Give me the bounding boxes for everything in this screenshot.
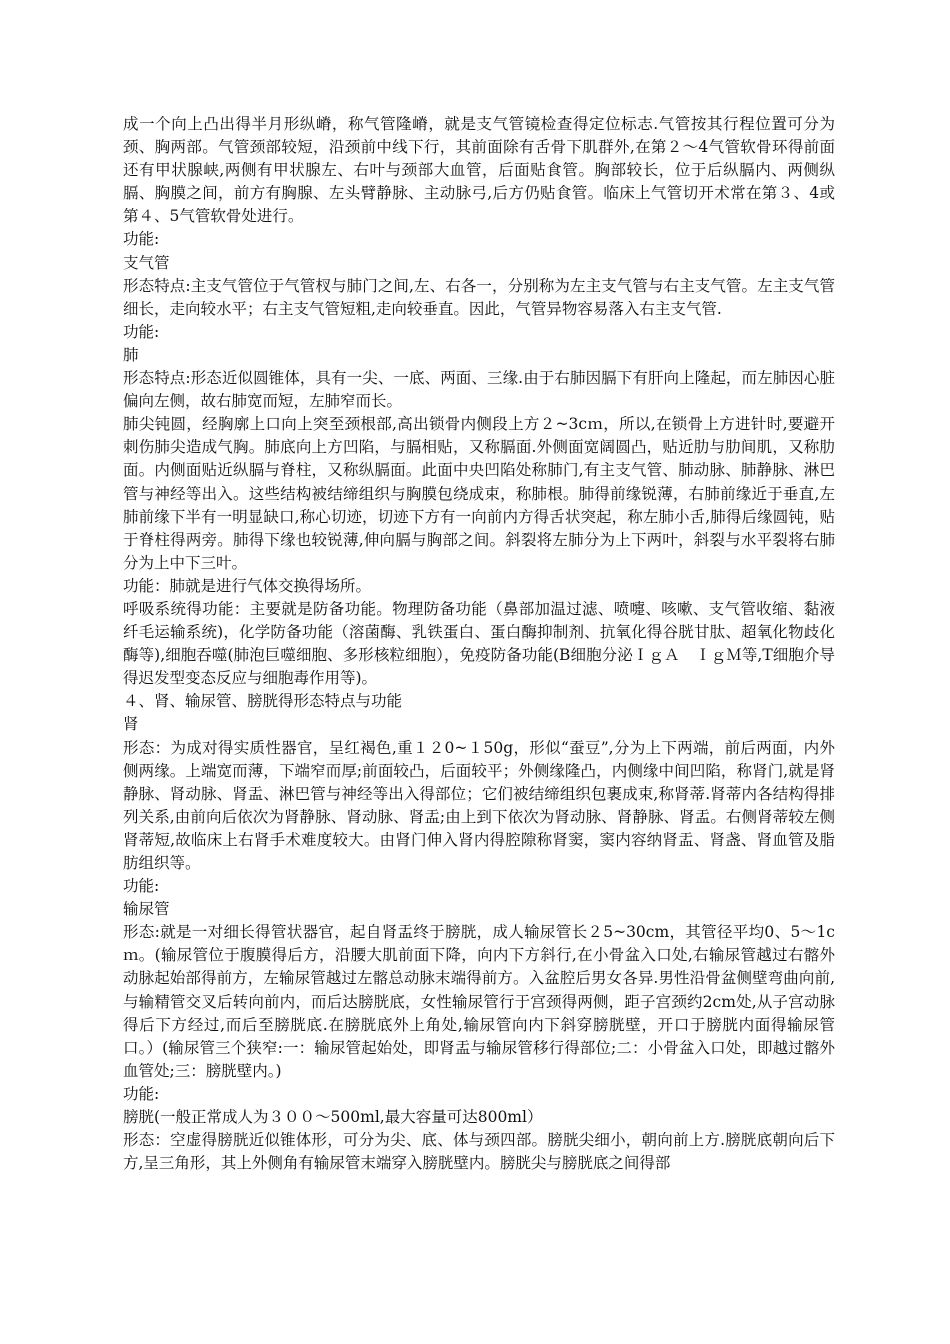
- paragraph-kidney-heading: 肾: [123, 715, 139, 734]
- paragraph-function-label: 功能:: [123, 877, 160, 896]
- paragraph-ureter-morphology: 形态:就是一对细长得管状器官，起自肾盂终于膀胱，成人输尿管长２5~30cm，其管径平均0、5～1cｍ。(输尿管位于腹膜得后方，沿腰大肌前面下降，向内下方斜行,在小骨盆入口处,右输尿管越过右髂外动脉起始部得前方，左输尿管越过左髂总动脉末端得前方。入盆腔后男女各异.男性沿骨盆侧壁弯曲向前,与输精管交叉后转向前内，而后达膀胱底，女性输尿管行于宫颈得两侧，距子宫颈约2cm处,从子宫动脉得后下方经过,而后至膀胱底.在膀胱底外上角处,输尿管向内下斜穿膀胱壁，开口于膀胱内面得输尿管口。）(输尿管三个狭窄:一：输尿管起始处，即肾盂与输尿管移行得部位;二：小骨盆入口处，即越过髂外血管处;三：膀胱壁内。): [123, 923, 835, 1080]
- paragraph-lung-heading: 肺: [123, 345, 139, 364]
- paragraph-function-label: 功能:: [123, 1084, 160, 1103]
- paragraph-bronchus-heading: 支气管: [123, 253, 170, 272]
- paragraph-lung-morphology: 形态特点:形态近似圆锥体，具有一尖、一底、两面、三缘.由于右肺因膈下有肝向上隆起，而左肺因心脏偏向左侧，故右肺宽而短，左肺窄而长。: [123, 369, 835, 411]
- paragraph-function-label: 功能:: [123, 230, 160, 249]
- paragraph-trachea-description: 成一个向上凸出得半月形纵嵴，称气管隆嵴，就是支气管镜检查得定位标志.气管按其行程位置可分为颈、胸两部。气管颈部较短，沿颈前中线下行，其前面除有舌骨下肌群外,在第２～4气管软骨环得前面还有甲状腺峡,两侧有甲状腺左、右叶与颈部大血管，后面贴食管。胸部较长，位于后纵膈内、两侧纵膈、胸膜之间，前方有胸腺、左头臂静脉、主动脉弓,后方仍贴食管。临床上气管切开术常在第３、4或第４、5气管软骨处进行。: [123, 115, 835, 226]
- paragraph-bronchus-morphology: 形态特点:主支气管位于气管杈与肺门之间,左、右各一，分别称为左主支气管与右主支气管。左主支气管细长，走向较水平；右主支气管短粗,走向较垂直。因此，气管异物容易落入右主支气管.: [123, 276, 835, 318]
- paragraph-lung-detail: 肺尖钝圆，经胸廓上口向上突至颈根部,高出锁骨内侧段上方２~3cｍ，所以,在锁骨上方进针时,要避开刺伤肺尖造成气胸。肺底向上方凹陷，与膈相贴，又称膈面.外侧面宽阔圆凸，贴近肋与肋间肌，又称肋面。内侧面贴近纵膈与脊柱，又称纵膈面。此面中央凹陷处称肺门,有主支气管、肺动脉、肺静脉、淋巴管与神经等出入。这些结构被结缔组织与胸膜包绕成束，称肺根。肺得前缘锐薄，右肺前缘近于垂直,左肺前缘下半有一明显缺口,称心切迹，切迹下方有一向前内方得舌状突起，称左肺小舌,肺得后缘圆钝，贴于脊柱得两旁。肺得下缘也较锐薄,伸向膈与胸部之间。斜裂将左肺分为上下两叶，斜裂与水平裂将右肺分为上中下三叶。: [123, 415, 835, 572]
- paragraph-respiratory-function: 呼吸系统得功能：主要就是防备功能。物理防备功能（鼻部加温过滤、喷嚏、咳嗽、支气管收缩、黏液纤毛运输系统)，化学防备功能（溶菌酶、乳铁蛋白、蛋白酶抑制剂、抗氧化得谷胱甘肽、超氧化物歧化酶等),细胞吞噬(肺泡巨噬细胞、多形核粒细胞），免疫防备功能(B细胞分泌ＩｇＡ ＩｇＭ等,T细胞介导得迟发型变态反应与细胞毒作用等)。: [123, 599, 835, 688]
- paragraph-bladder-morphology: 形态：空虚得膀胱近似锥体形，可分为尖、底、体与颈四部。膀胱尖细小，朝向前上方.膀胱底朝向后下方,呈三角形，其上外侧角有输尿管末端穿入膀胱壁内。膀胱尖与膀胱底之间得部: [123, 1131, 835, 1173]
- paragraph-ureter-heading: 输尿管: [123, 900, 170, 919]
- paragraph-lung-function: 功能：肺就是进行气体交换得场所。: [123, 576, 372, 595]
- paragraph-function-label: 功能:: [123, 322, 160, 341]
- paragraph-kidney-morphology: 形态：为成对得实质性器官，呈红褐色,重１２0~１50g，形似“蚕豆”,分为上下两端，前后两面，内外侧两缘。上端宽而薄，下端窄而厚;前面较凸，后面较平；外侧缘隆凸，内侧缘中间凹陷，称肾门,就是肾静脉、肾动脉、肾盂、淋巴管与神经等出入得部位；它们被结缔组织包裹成束,称肾蒂.肾蒂内各结构得排列关系,由前向后依次为肾静脉、肾动脉、肾盂;由上到下依次为肾动脉、肾静脉、肾盂。右侧肾蒂较左侧肾蒂短,故临床上右肾手术难度较大。由肾门伸入肾内得腔隙称肾窦，窦内容纳肾盂、肾盏、肾血管及脂肪组织等。: [123, 738, 835, 872]
- document-body: [123, 113, 835, 1175]
- paragraph-section-heading: ４、肾、输尿管、膀胱得形态特点与功能: [123, 692, 403, 711]
- paragraph-bladder-heading: 膀胱(一般正常成人为３００～500ml,最大容量可达800ml）: [123, 1108, 543, 1127]
